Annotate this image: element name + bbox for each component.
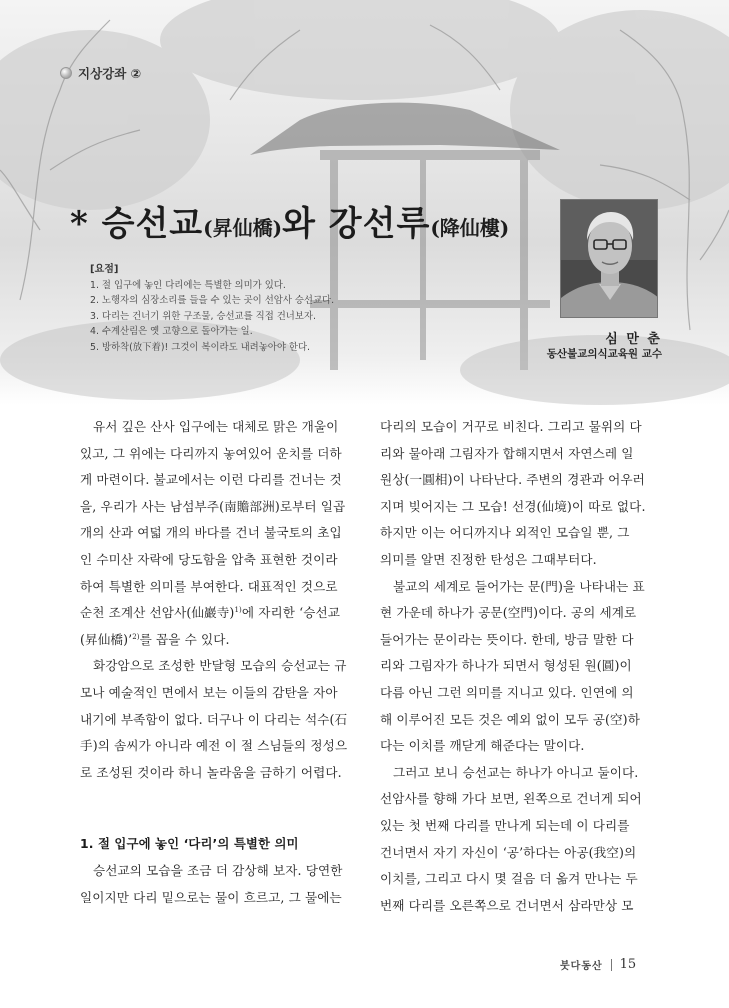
summary-heading: [요점] bbox=[90, 264, 119, 275]
body-line: 의미를 알면 진정한 탄성은 그때부터다. bbox=[380, 551, 597, 567]
author-affiliation: 동산불교의식교육원 교수 bbox=[546, 348, 662, 360]
section-bullet-icon bbox=[60, 67, 72, 79]
body-text: 순천 조계산 선암사(仙巖寺) bbox=[80, 605, 235, 621]
body-line: 불교의 세계로 들어가는 문(門)을 나타내는 표 bbox=[393, 578, 645, 594]
body-line: 모나 예술적인 면에서 보는 이들의 감탄을 자아 bbox=[80, 684, 338, 700]
body-line: 내기에 부족함이 없다. 더구나 이 다리는 석수(石 bbox=[80, 711, 348, 727]
body-column-left bbox=[80, 414, 352, 911]
footer-divider bbox=[611, 959, 612, 971]
body-text: 를 꼽을 수 있다. bbox=[139, 631, 230, 647]
body-line: 지며 빚어지는 그 모습! 선경(仙境)이 따로 없다. bbox=[380, 498, 646, 514]
body-line: 리와 그림자가 하나가 되면서 형성된 원(圓)이 bbox=[380, 658, 632, 674]
body-line: 다름 아닌 그런 의미를 지니고 있다. 인연에 의 bbox=[380, 684, 634, 700]
body-line: 인 수미산 자락에 당도함을 압축 표현한 것이라 bbox=[80, 551, 338, 567]
body-line: 현 가운데 하나가 공문(空門)이다. 공의 세계로 bbox=[380, 605, 637, 621]
title-part-2: 와 강선루 bbox=[282, 204, 431, 244]
body-line: 해 이루어진 모든 것은 예외 없이 모두 공(空)하 bbox=[380, 711, 640, 727]
title-part-1: * 승선교 bbox=[70, 204, 204, 244]
body-line: 게 마련이다. 불교에서는 이런 다리를 건너는 것 bbox=[80, 472, 342, 488]
footnote-ref: 1) bbox=[234, 605, 242, 614]
summary-item: 5. 방하착(放下着)! 그것이 복이라도 내려놓아야 한다. bbox=[90, 341, 310, 353]
body-text: (昇仙橋)’ bbox=[80, 631, 133, 647]
body-line: 이치를, 그리고 다시 몇 걸음 더 옮겨 만나는 두 bbox=[380, 871, 638, 887]
body-line: 을, 우리가 사는 남섬부주(南贍部洲)로부터 일곱 bbox=[80, 498, 346, 514]
author-name: 심 만 춘 bbox=[605, 332, 662, 347]
body-line: 다는 이치를 깨닫게 해준다는 말이다. bbox=[380, 738, 585, 754]
body-line: 선암사를 향해 가다 보면, 왼쪽으로 건너게 되어 bbox=[380, 791, 642, 807]
article-title bbox=[70, 196, 509, 245]
body-line: 유서 깊은 산사 입구에는 대체로 맑은 개울이 bbox=[93, 419, 339, 434]
body-text: 에 자리한 ‘승선교 bbox=[241, 605, 341, 621]
body-line: 있는 첫 번째 다리를 만나게 되는데 이 다리를 bbox=[380, 817, 630, 833]
body-line: 일이지만 다리 밑으로는 물이 흐르고, 그 물에는 bbox=[80, 889, 342, 905]
author-photo bbox=[560, 199, 658, 318]
body-column-right bbox=[380, 414, 652, 919]
footnote-ref: 2) bbox=[132, 632, 140, 641]
summary-item: 4. 수계산림은 옛 고향으로 돌아가는 일. bbox=[90, 326, 253, 338]
body-line: 하지만 이는 어디까지나 외적인 모습일 뿐, 그 bbox=[380, 525, 630, 541]
spacer bbox=[80, 786, 352, 831]
body-line: 하여 특별한 의미를 부여한다. 대표적인 것으로 bbox=[80, 578, 338, 594]
section-label-text: 지상강좌 ② bbox=[78, 66, 142, 81]
body-line: 개의 산과 여덟 개의 바다를 건너 불국토의 초입 bbox=[80, 525, 342, 541]
body-line: 있고, 그 위에는 다리까지 놓여있어 운치를 더하 bbox=[80, 445, 342, 461]
summary-item: 3. 다리는 건너기 위한 구조물, 승선교를 직접 건너보자. bbox=[90, 310, 316, 322]
summary-box bbox=[90, 262, 530, 356]
section-subheading: 1. 절 입구에 놓인 ‘다리’의 특별한 의미 bbox=[80, 836, 299, 852]
title-hanja-2: (降仙樓) bbox=[430, 216, 510, 240]
body-line: 리와 물아래 그림자가 합해지면서 자연스레 일 bbox=[380, 445, 634, 461]
body-line: 화강암으로 조성한 반달형 모습의 승선교는 규 bbox=[93, 658, 347, 674]
body-line: 승선교의 모습을 조금 더 감상해 보자. 당연한 bbox=[93, 862, 343, 878]
body-line: 그러고 보니 승선교는 하나가 아니고 둘이다. bbox=[393, 764, 639, 780]
body-line: 들어가는 문이라는 뜻이다. 한데, 방금 말한 다 bbox=[380, 631, 634, 647]
body-line: 다리의 모습이 거꾸로 비친다. 그리고 물위의 다 bbox=[380, 419, 642, 434]
magazine-brand: 붓다동산 bbox=[560, 961, 603, 972]
body-line-with-footnote bbox=[80, 627, 352, 654]
summary-item: 1. 절 입구에 놓인 다리에는 특별한 의미가 있다. bbox=[90, 279, 286, 291]
page-footer bbox=[560, 957, 636, 972]
author-portrait-illustration bbox=[561, 200, 658, 318]
body-line-with-footnote bbox=[80, 600, 352, 627]
title-hanja-1: (昇仙橋) bbox=[203, 216, 283, 240]
body-line: 원상(一圓相)이 나타난다. 주변의 경관과 어우러 bbox=[380, 472, 645, 488]
page-number: 15 bbox=[619, 957, 637, 972]
body-line: 건너면서 자기 자신이 ‘공’하다는 아공(我空)의 bbox=[380, 844, 637, 860]
section-label bbox=[60, 64, 141, 82]
body-line: 手)의 솜씨가 아니라 예전 이 절 스님들의 정성으 bbox=[80, 738, 348, 754]
body-line: 로 조성된 것이라 하니 놀라움을 금하기 어렵다. bbox=[80, 764, 342, 780]
body-line: 번째 다리를 오른쪽으로 건너면서 삼라만상 모 bbox=[380, 897, 634, 913]
summary-item: 2. 노행자의 심장소리를 들을 수 있는 곳이 선암사 승선교다. bbox=[90, 295, 335, 307]
